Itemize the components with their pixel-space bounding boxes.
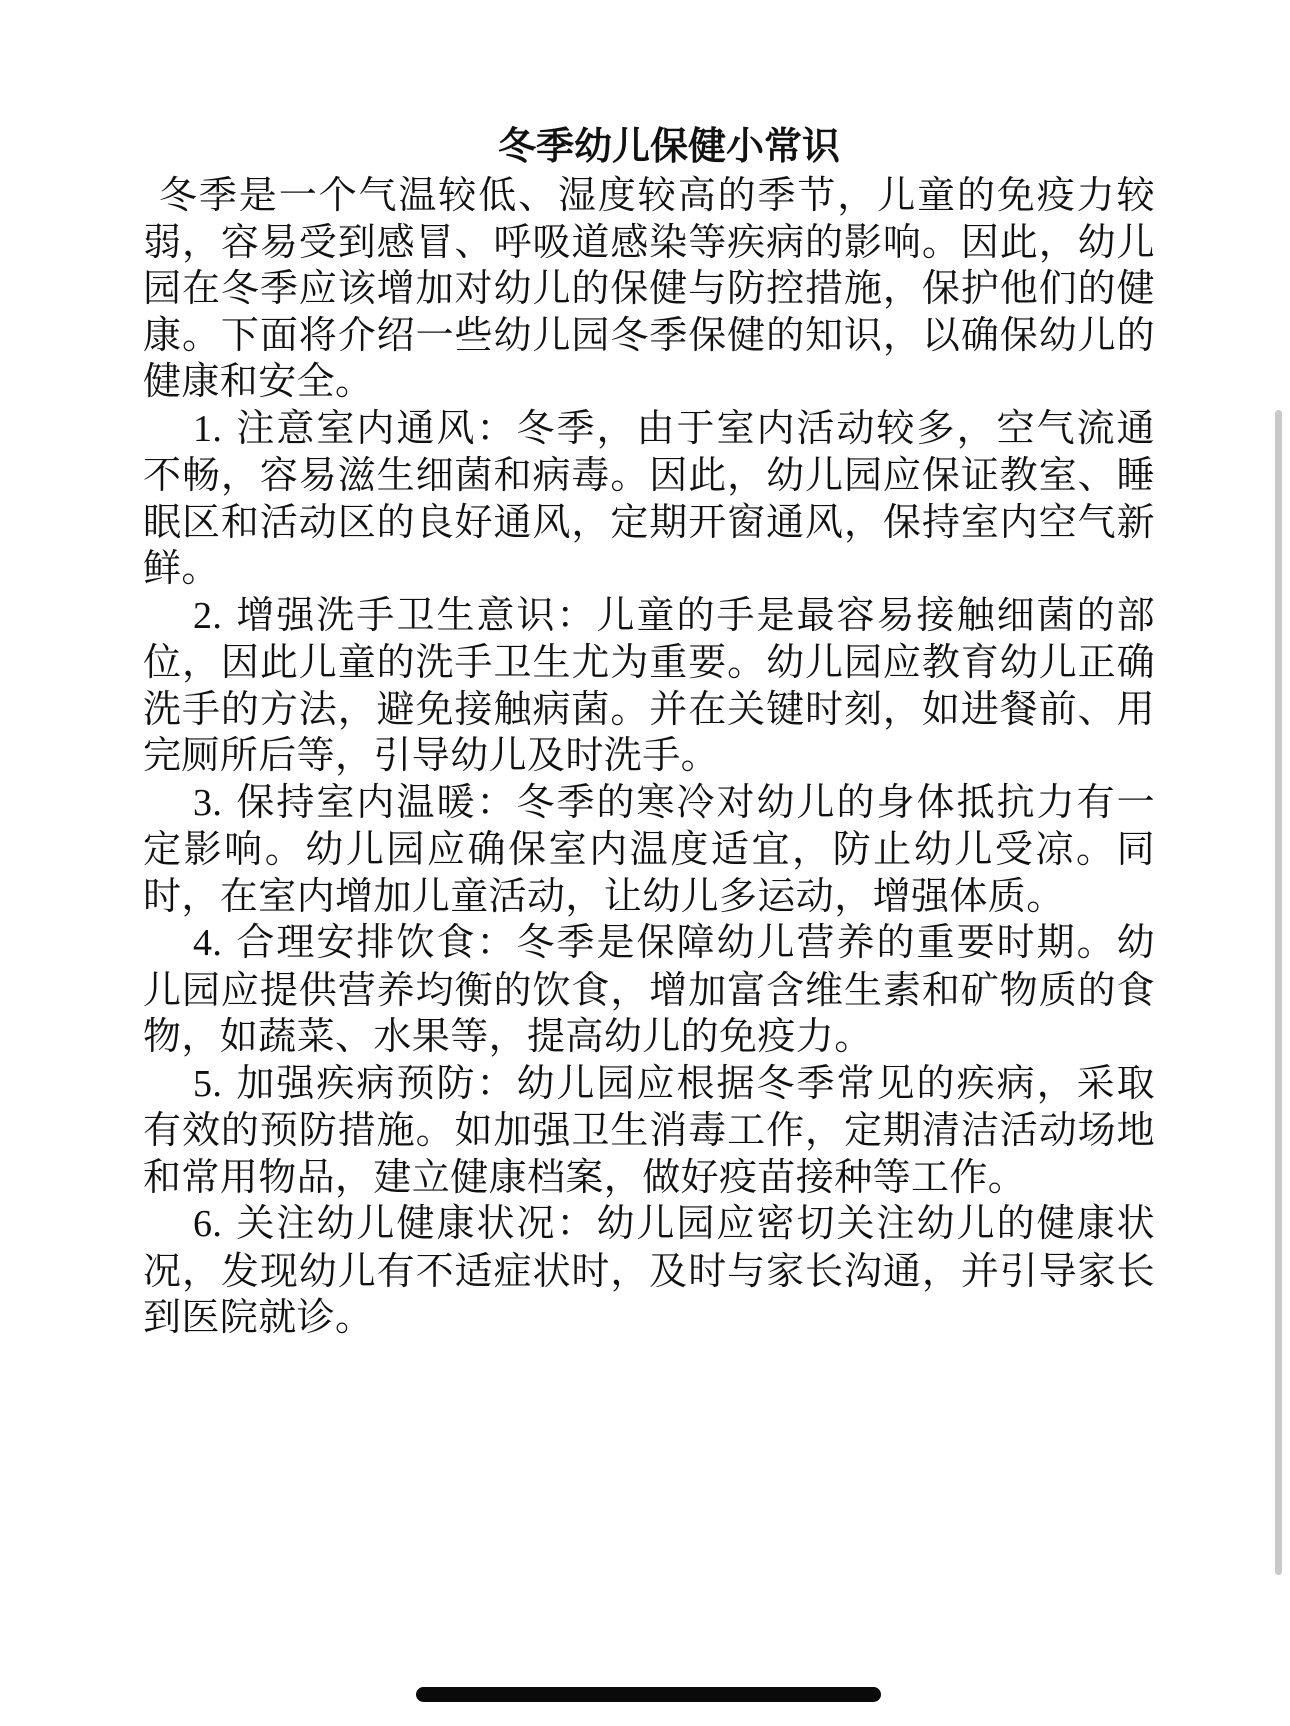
item-text: 保持室内温暖：冬季的寒冷对幼儿的身体抵抗力有一定影响。幼儿园应确保室内温度适宜，防止幼儿受凉。同时，在室内增加儿童活动，让幼儿多运动，增强体质。 [143,779,1155,918]
list-item [143,779,1155,920]
item-number: 4. [193,922,223,964]
item-text: 增强洗手卫生意识：儿童的手是最容易接触细菌的部位，因此儿童的洗手卫生尤为重要。幼儿园应教育幼儿正确洗手的方法，避免接触病菌。并在关键时刻，如进餐前、用完厕所后等，引导幼儿及时洗手。 [143,592,1155,777]
list-item [143,592,1155,779]
document-title: 冬季幼儿保健小常识 [497,124,840,168]
item-text: 注意室内通风：冬季，由于室内活动较多，空气流通不畅，容易滋生细菌和病毒。因此，幼儿园应保证教室、睡眠区和活动区的良好通风，定期开窗通风，保持室内空气新鲜。 [143,405,1155,590]
intro-paragraph: 冬季是一个气温较低、湿度较高的季节，儿童的免疫力较弱，容易受到感冒、呼吸道感染等疾病的影响。因此，幼儿园在冬季应该增加对幼儿的保健与防控措施，保护他们的健康。下面将介绍一些幼儿园冬季保健的知识，以确保幼儿的健康和安全。 [143,173,1155,403]
item-number: 6. [193,1203,223,1245]
list-item [143,1060,1155,1201]
item-number: 3. [193,781,223,824]
item-number: 2. [193,594,223,637]
item-text: 关注幼儿健康状况：幼儿园应密切关注幼儿的健康状况，发现幼儿有不适症状时，及时与家长沟通，并引导家长到医院就诊。 [143,1201,1155,1339]
home-indicator[interactable] [416,1687,881,1702]
item-text: 加强疾病预防：幼儿园应根据冬季常见的疾病，采取有效的预防措施。如加强卫生消毒工作，定期清洁活动场地和常用物品，建立健康档案，做好疫苗接种等工作。 [143,1060,1155,1199]
list-item [143,919,1155,1060]
item-text: 合理安排饮食：冬季是保障幼儿营养的重要时期。幼儿园应提供营养均衡的饮食，增加富含维生素和矿物质的食物，如蔬菜、水果等，提高幼儿的免疫力。 [143,920,1155,1058]
item-number: 1. [193,407,223,450]
item-number: 5. [193,1062,223,1105]
vertical-scrollbar[interactable] [1275,410,1282,1575]
document-page [143,120,1155,1341]
list-item [143,1200,1155,1341]
list-item [143,405,1155,592]
